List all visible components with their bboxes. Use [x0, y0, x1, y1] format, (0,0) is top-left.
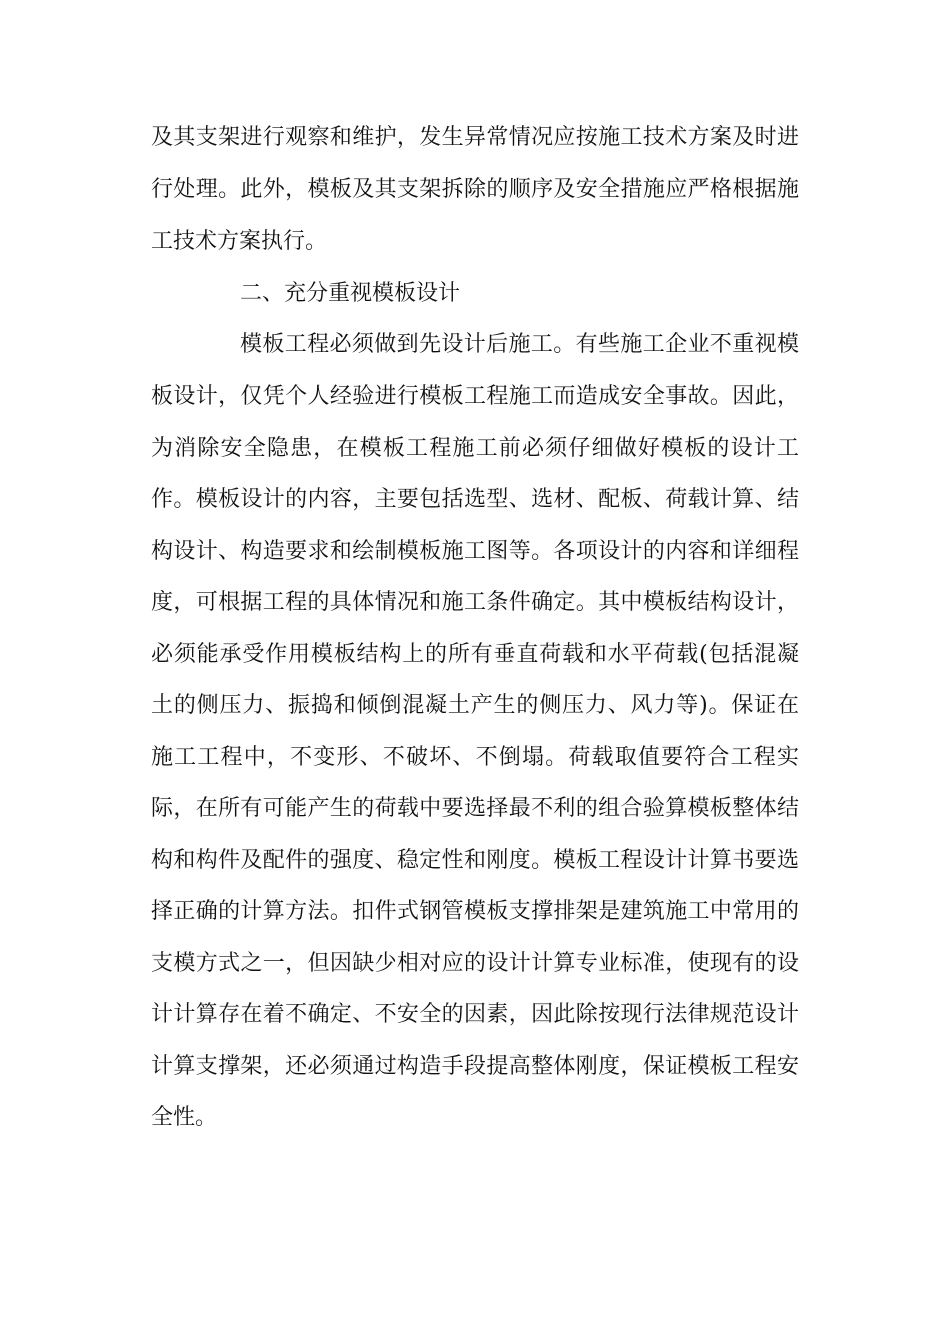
paragraph-line: 支模方式之一，但因缺少相对应的设计计算专业标准，使现有的设	[151, 951, 799, 976]
paragraph-line: 计算支撑架，还必须通过构造手段提高整体刚度，保证模板工程安	[151, 1054, 799, 1079]
paragraph-line: 择正确的计算方法。扣件式钢管模板支撑排架是建筑施工中常用的	[151, 899, 799, 924]
paragraph-line: 计计算存在着不确定、不安全的因素，因此除按现行法律规范设计	[151, 1002, 799, 1027]
paragraph-line: 构和构件及配件的强度、稳定性和刚度。模板工程设计计算书要选	[151, 848, 799, 873]
paragraph-line: 板设计，仅凭个人经验进行模板工程施工而造成安全事故。因此，	[151, 384, 799, 409]
paragraph-line: 度，可根据工程的具体情况和施工条件确定。其中模板结构设计，	[151, 590, 799, 615]
paragraph-line: 作。模板设计的内容，主要包括选型、选材、配板、荷载计算、结	[151, 487, 799, 512]
paragraph-line: 及其支架进行观察和维护，发生异常情况应按施工技术方案及时进	[151, 125, 799, 150]
paragraph-line: 构设计、构造要求和绘制模板施工图等。各项设计的内容和详细程	[151, 539, 799, 564]
paragraph-line: 必须能承受作用模板结构上的所有垂直荷载和水平荷载(包括混凝	[151, 642, 799, 667]
paragraph-line: 际，在所有可能产生的荷载中要选择最不利的组合验算模板整体结	[151, 796, 799, 821]
section-heading: 二、充分重视模板设计	[240, 281, 461, 306]
paragraph-line: 土的侧压力、振捣和倾倒混凝土产生的侧压力、风力等)。保证在	[151, 693, 799, 718]
paragraph-line: 工技术方案执行。	[151, 229, 328, 254]
paragraph-line: 行处理。此外，模板及其支架拆除的顺序及安全措施应严格根据施	[151, 177, 799, 202]
paragraph-line: 模板工程必须做到先设计后施工。有些施工企业不重视模	[240, 332, 799, 357]
paragraph-line: 施工工程中，不变形、不破坏、不倒塌。荷载取值要符合工程实	[151, 745, 799, 770]
paragraph-line: 全性。	[151, 1105, 218, 1130]
paragraph-line: 为消除安全隐患，在模板工程施工前必须仔细做好模板的设计工	[151, 436, 799, 461]
